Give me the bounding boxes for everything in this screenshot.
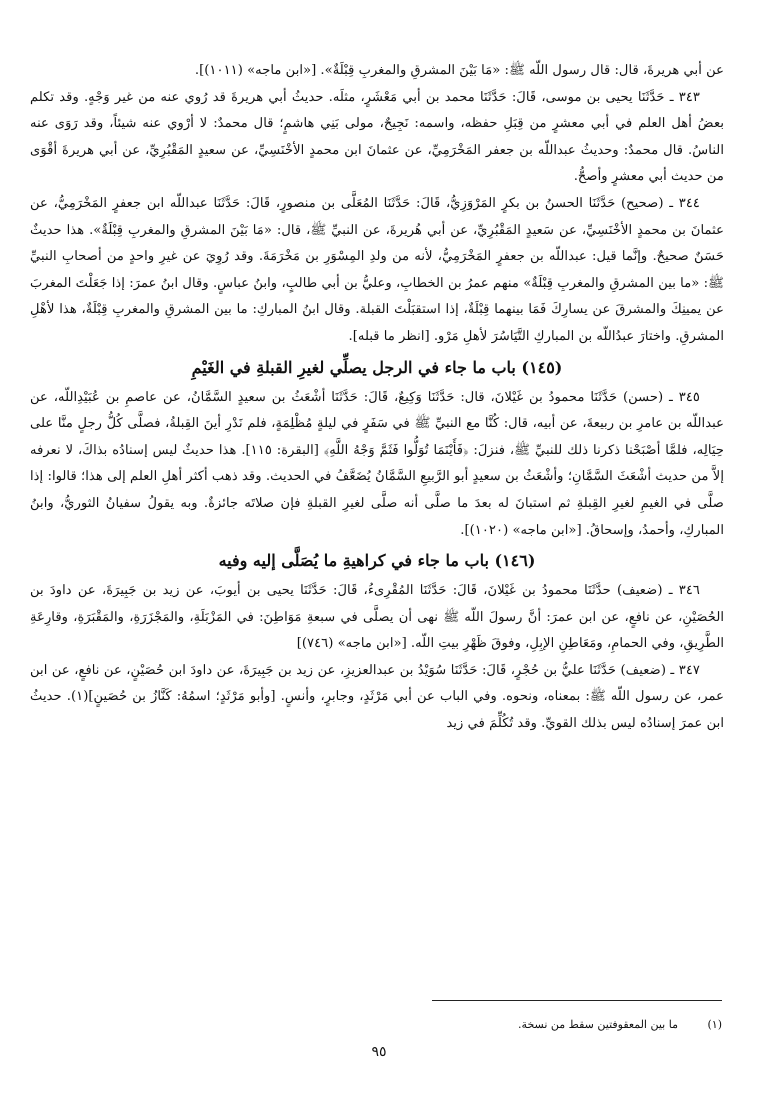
hadith-paragraph-344: ٣٤٤ ـ (صحيح) حَدَّثَنَا الحسنُ بن بكرٍ المَرْوَزِيُّ، قَالَ: حَدَّثَنَا المُعَلَّى بن منصورٍ، قَالَ: حَدَّثَنَا عبداللّه ابن جعفرٍ المَخْرَمِيُّ، عن عثمانَ بن محمدٍ الأخْنَسِيِّ، عن سَعيدٍ المَقْبُرِيِّ، عن أبي هُريرةَ، عن النبيِّ ﷺ، قال: «مَا بَيْنَ المشرقِ والمغربِ قِبْلَةٌ». هذا حديثٌ حَسَنٌ صحيحٌ. وإنَّما قيل: عبداللّه بن جعفرٍ المَخْرَمِيُّ، لأنه من ولدِ المِسْوَرِ بن مَخْرَمَةَ. وقد رُوِيَ عن غيرِ واحدٍ من أصحابِ النبيِّ ﷺ: «ما بين المشرقِ والمغربِ قِبْلَةٌ» منهم عمرُ بن الخطابِ، وعليُّ بن أبي طالبٍ، وابنُ عباسٍ. وقال ابنُ عمرَ: إذا جَعَلْتَ المغربَ عن يمينِكَ والمشرقَ عن يسارِكَ فَمَا بينهما قِبْلَةٌ، إذا استقبَلْتَ القبلة. وقال ابنُ المباركِ: ما بين المشرقِ والمغربِ قِبْلَةٌ، هذا لأهْلِ المشرقِ. واختارَ عبدُاللّه بن المباركِ التَّيَاسُرَ لأهلِ مَرْو. [انظر ما قبله].	[30, 195, 724, 344]
footnote-text: ما بين المعقوفتين سقط من نسخة.	[518, 1018, 678, 1031]
main-text	[30, 58, 724, 738]
hadith-paragraph-343: ٣٤٣ ـ حَدَّثَنَا يحيى بن موسى، قَالَ: حَدَّثَنَا محمد بن أبي مَعْشَرٍ، مثلَه. حديثُ أبي هريرةَ قد رُوي عنه من غير وَجْهٍ. وقد تكلم بعضُ أهل العلم في أبي معشرٍ من قِبَلِ حفظه، واسمه: نَجِيحٌ، مولى بَنِي هاشمٍ؛ قال محمدٌ: لا أرْوي عنه شيئاً، وقد رَوَى عنه الناسُ. قال محمدٌ: وحديثُ عبداللّه بن جعفر المَخْرَمِيِّ، عن عثمانَ ابن محمدٍ الأخْنَسِيِّ، عن سعيدٍ المَقْبُرِيِّ، عن أبي هريرةَ أقْوَى من حديث أبي معشرٍ وأصحُّ.	[30, 89, 724, 185]
hadith-paragraph-347: ٣٤٧ ـ (ضعيف) حَدَّثَنَا عليُّ بن حُجْرٍ، قَالَ: حَدَّثَنَا سُوَيْدُ بن عبدالعزيزِ، عن زيد بن جَبِيرَةَ، عن داودَ ابن حُصَيْنٍ، عن نافعٍ، عن ابن عمر، عن رسول اللّه ﷺ: بمعناه، ونحوه. وفي الباب عن أبي مَرْثَدٍ، وجابرٍ، وأنسٍ. [وأبو مَرْثَدٍ؛ اسمُهُ: كَنَّازُ بن حُصَينٍ](١). حديثُ ابن عمرَ إسنادُه ليس بذلك القويِّ. وقد تُكُلِّمَ في زيد	[30, 662, 724, 732]
footnote-number: (١)	[707, 1018, 722, 1031]
text-paragraph: عن أبي هريرةَ، قال: قال رسول اللّه ﷺ: «مَا بَيْنَ المشرقِ والمغربِ قِبْلَةٌ». [«ابن ماجه» (١٠١١)].	[194, 63, 724, 78]
chapter-heading-145: (١٤٥) باب ما جاء في الرجل يصلِّي لغيرِ القبلةِ في الغَيْمِ	[191, 357, 563, 377]
page-number: ٩٥	[371, 1044, 387, 1060]
chapter-heading-146: (١٤٦) باب ما جاء في كراهيةِ ما يُصَلَّى إليه وفيه	[218, 551, 536, 571]
hadith-paragraph-346: ٣٤٦ ـ (ضعيف) حدَّثَنَا محمودُ بن غَيْلانَ، قَالَ: حَدَّثَنَا المُقْرِىءُ، قَالَ: حَدَّثَنَا يحيى بن أيوبَ، عن زيد بن جَبِيرَةَ، عن داودَ بن الحُصَيْنِ، عن نافعٍ، عن ابن عمرَ: أنَّ رسولَ اللّه ﷺ نهى أن يصلَّى في سبعةِ مَوَاطِنَ: في المَزْبَلَةِ، والمَجْزَرَةِ، والمَقْبَرَةِ، وقارِعَةِ الطَّرِيقِ، وفي الحمامِ، ومَعَاطِنِ الإبِلِ، وفوقَ ظَهْرِ بيتِ اللّه. [«ابن ماجه» (٧٤٦)]	[30, 583, 724, 652]
hadith-paragraph-345: ٣٤٥ ـ (حسن) حَدَّثَنَا محمودُ بن غَيْلانَ، قال: حَدَّثَنَا وَكِيعٌ، قَالَ: حَدَّثَنَا أشْعَثُ بن سعيدٍ السَّمَّانُ، عن عاصمِ بن عُبَيْدِاللّه، عن عبداللّه بن عامرِ بن ربيعةَ، عن أبيه، قال: كُنَّا مع النبيِّ ﷺ في سَفَرٍ في ليلةٍ مُظْلِمَةٍ، فلم نَدْرِ أينَ القِبلةُ، فصلَّى كُلُّ رجلٍ منَّا على حِيَالِه، فلمَّا أصْبَحْنا ذكرنا ذلك للنبيِّ ﷺ، فنزلَ: ﴿فَأَيْنَمَا تُوَلُّوا فَثَمَّ وَجْهُ اللَّهِ﴾ [البقرة: ١١٥]. هذا حديثٌ ليس إسنادُه بذاكَ، لا نعرفه إلاَّ من حديث أشْعَثَ السَّمَّانِ؛ وأشْعَثُ بن سعيدٍ أبو الرَّبيعِ السَّمَّانُ يُضَعَّفُ في الحديث. وقد ذهب أكثر أهلِ العلم إلى هذا؛ قالوا: إذا صلَّى في الغيمِ لغيرِ القِبلةِ ثم استبانَ له بعدَ ما صلَّى أنه صلَّى لغيرِ القبلةِ فإن صلاتَه جائزةٌ. وبه يقولُ سفيانُ الثوريُّ، وابنُ المباركِ، وأحمدُ، وإسحاقُ. [«ابن ماجه» (١٠٢٠)].	[30, 389, 724, 538]
footnote	[518, 1016, 722, 1034]
footnote-divider	[432, 1000, 722, 1001]
